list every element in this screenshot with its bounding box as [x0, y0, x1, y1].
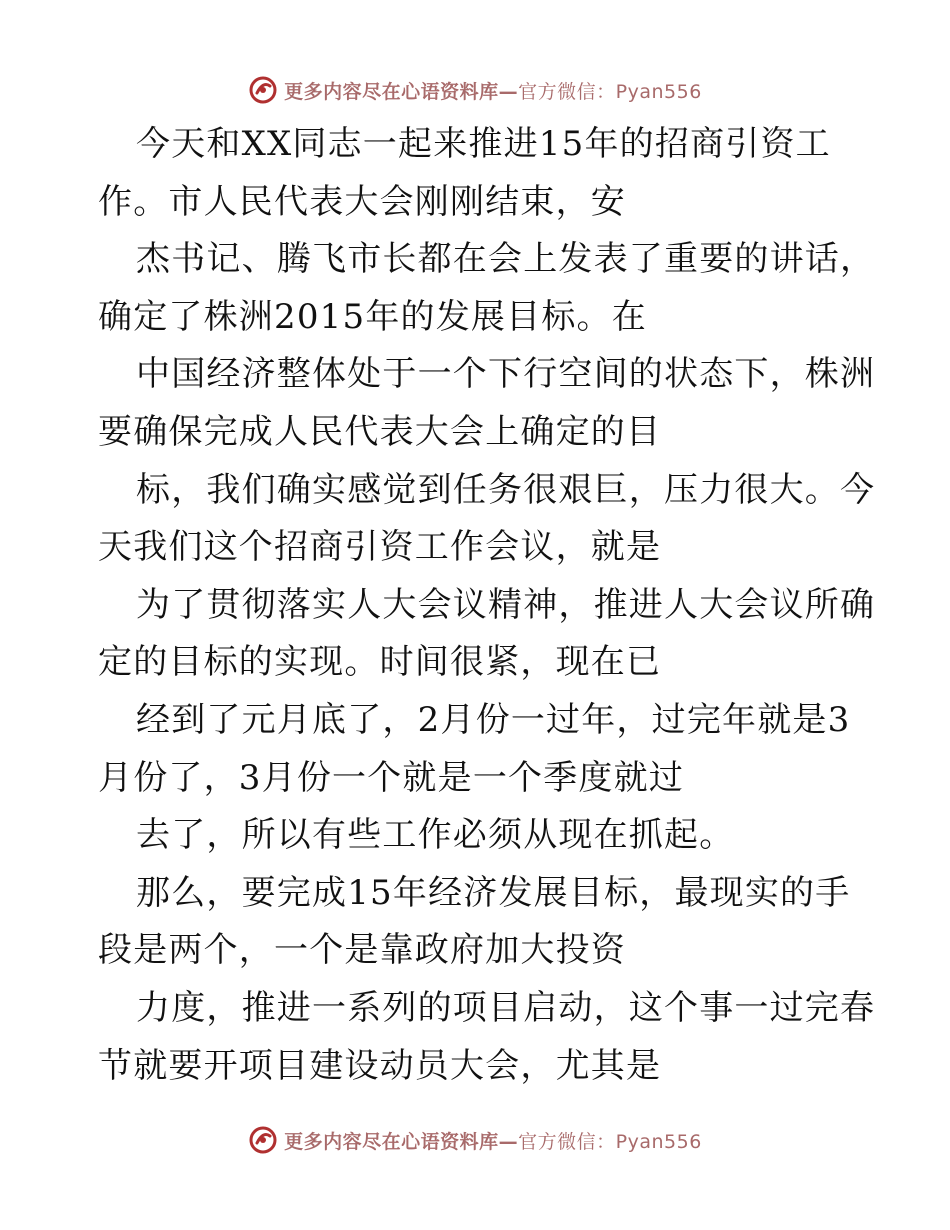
watermark-wechat-text: 官方微信：Pyan556 [518, 80, 702, 103]
document-line: 经到了元月底了，2月份一过年，过完年就是3 [136, 699, 851, 740]
red-seal-logo-icon [248, 1125, 278, 1155]
document-line: 天我们这个招商引资工作会议，就是 [98, 527, 662, 568]
watermark-text [284, 77, 702, 104]
watermark-main-text: 更多内容尽在心语资料库— [284, 1130, 519, 1153]
red-seal-logo-icon [248, 75, 278, 105]
document-line: 定的目标的实现。时间很紧，现在已 [98, 642, 662, 683]
document-line: 力度，推进一系列的项目启动，这个事一过完春 [136, 987, 876, 1028]
footer-watermark [0, 1120, 950, 1160]
document-line: 段是两个，一个是靠政府加大投资 [98, 930, 626, 971]
document-line: 中国经济整体处于一个下行空间的状态下，株洲 [136, 354, 876, 395]
document-line: 标，我们确实感觉到任务很艰巨，压力很大。今 [136, 469, 876, 510]
document-line: 那么，要完成15年经济发展目标，最现实的手 [136, 872, 851, 913]
watermark-wechat-text: 官方微信：Pyan556 [518, 1130, 702, 1153]
document-line: 月份了，3月份一个就是一个季度就过 [98, 757, 685, 798]
watermark-main-text: 更多内容尽在心语资料库— [284, 80, 519, 103]
document-line: 为了贯彻落实人大会议精神，推进人大会议所确 [136, 584, 876, 625]
document-line: 节就要开项目建设动员大会，尤其是 [98, 1045, 662, 1086]
document-line: 今天和XX同志一起来推进15年的招商引资工 [136, 124, 831, 164]
document-line: 要确保完成人民代表大会上确定的目 [98, 411, 662, 452]
watermark-text [284, 1127, 702, 1154]
document-line: 去了，所以有些工作必须从现在抓起。 [136, 815, 735, 856]
document-line: 作。市人民代表大会刚刚结束，安 [98, 181, 626, 222]
document-body [98, 116, 876, 1095]
document-line: 杰书记、腾飞市长都在会上发表了重要的讲话， [136, 239, 876, 280]
header-watermark [0, 70, 950, 110]
document-line: 确定了株洲2015年的发展目标。在 [98, 296, 647, 337]
